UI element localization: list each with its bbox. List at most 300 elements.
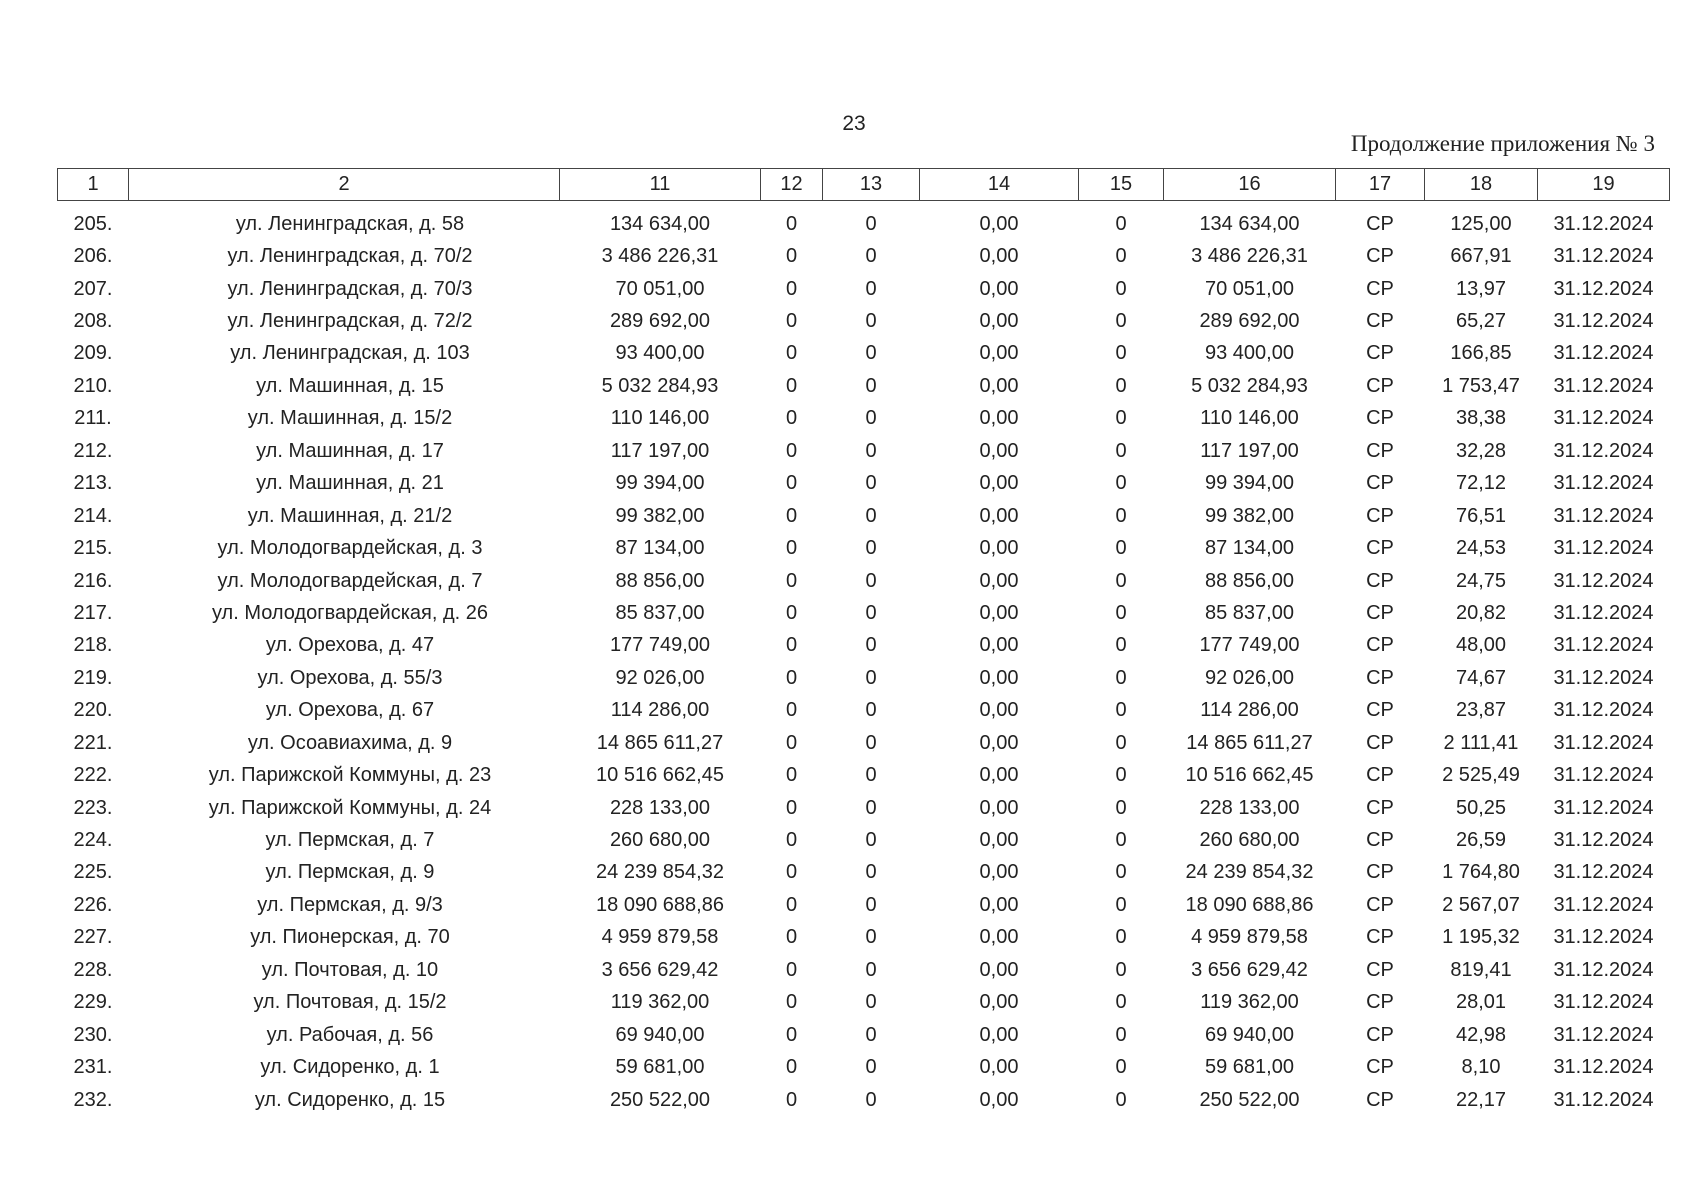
value-col-18: 38,38 [1455, 407, 1507, 430]
row-number: 227. [73, 926, 113, 949]
amount-col-11: 92 026,00 [615, 666, 705, 689]
value-col-13: 0 [865, 277, 877, 300]
source-code: СР [1366, 699, 1394, 722]
value-col-14: 0,00 [979, 958, 1019, 981]
value-col-18: 65,27 [1455, 310, 1507, 333]
value-col-13: 0 [865, 1023, 877, 1046]
row-number: 208. [73, 310, 113, 333]
value-col-13: 0 [865, 212, 877, 235]
value-col-12: 0 [785, 504, 798, 527]
deadline-date: 31.12.2024 [1553, 472, 1654, 495]
table-row [58, 727, 1670, 759]
value-col-14: 0,00 [979, 666, 1019, 689]
deadline-date: 31.12.2024 [1553, 991, 1654, 1014]
address: ул. Осоавиахима, д. 9 [247, 731, 453, 754]
amount-col-16: 88 856,00 [1205, 569, 1294, 592]
source-code: СР [1366, 212, 1394, 235]
value-col-15: 0 [1115, 829, 1127, 852]
value-col-12: 0 [785, 310, 798, 333]
source-code: СР [1366, 472, 1394, 495]
value-col-12: 0 [785, 342, 798, 365]
row-number: 222. [73, 764, 113, 787]
row-number: 224. [73, 829, 113, 852]
value-col-14: 0,00 [979, 310, 1019, 333]
row-number: 215. [73, 537, 113, 560]
value-col-13: 0 [865, 504, 877, 527]
value-col-14: 0,00 [979, 893, 1019, 916]
value-col-13: 0 [865, 569, 877, 592]
value-col-18: 20,82 [1455, 601, 1507, 624]
source-code: СР [1366, 666, 1394, 689]
value-col-15: 0 [1115, 861, 1127, 884]
value-col-14: 0,00 [979, 1088, 1019, 1111]
address: ул. Ленинградская, д. 70/3 [227, 277, 473, 300]
value-col-13: 0 [865, 407, 877, 430]
address: ул. Машинная, д. 15/2 [247, 407, 453, 430]
amount-col-11: 88 856,00 [615, 569, 705, 592]
source-code: СР [1366, 731, 1394, 754]
value-col-12: 0 [785, 277, 798, 300]
value-col-18: 2 567,07 [1442, 893, 1520, 916]
amount-col-16: 87 134,00 [1205, 537, 1294, 560]
deadline-date: 31.12.2024 [1553, 1056, 1654, 1079]
row-number: 223. [73, 796, 113, 819]
value-col-14: 0,00 [979, 537, 1019, 560]
amount-col-16: 228 133,00 [1199, 796, 1300, 819]
amount-col-11: 114 286,00 [610, 699, 710, 722]
source-code: СР [1366, 310, 1394, 333]
column-header: 2 [129, 169, 560, 201]
table-row [58, 1051, 1670, 1083]
value-col-14: 0,00 [979, 374, 1019, 397]
deadline-date: 31.12.2024 [1553, 407, 1654, 430]
value-col-15: 0 [1115, 407, 1127, 430]
amount-col-11: 134 634,00 [609, 212, 711, 235]
value-col-15: 0 [1115, 731, 1127, 754]
address: ул. Молодогвардейская, д. 3 [217, 537, 483, 560]
address: ул. Парижской Коммуны, д. 23 [208, 764, 492, 787]
value-col-13: 0 [865, 666, 877, 689]
value-col-15: 0 [1115, 439, 1127, 462]
amount-col-16: 114 286,00 [1200, 699, 1299, 722]
address: ул. Сидоренко, д. 1 [260, 1056, 440, 1079]
table-row [58, 468, 1670, 500]
value-col-18: 667,91 [1450, 245, 1512, 268]
table-row [58, 403, 1670, 435]
value-col-12: 0 [785, 699, 798, 722]
deadline-date: 31.12.2024 [1553, 829, 1654, 852]
address: ул. Машинная, д. 21 [256, 472, 444, 495]
amount-col-16: 99 394,00 [1205, 472, 1294, 495]
value-col-13: 0 [865, 634, 877, 657]
value-col-18: 76,51 [1455, 504, 1507, 527]
column-header: 12 [761, 169, 823, 201]
value-col-15: 0 [1115, 796, 1127, 819]
amount-col-11: 110 146,00 [610, 407, 710, 430]
value-col-14: 0,00 [979, 796, 1019, 819]
amount-col-16: 18 090 688,86 [1185, 893, 1314, 916]
amount-col-16: 250 522,00 [1199, 1088, 1300, 1111]
deadline-date: 31.12.2024 [1553, 310, 1654, 333]
data-table [57, 168, 1670, 1116]
column-header: 1 [58, 169, 129, 201]
column-header: 18 [1425, 169, 1538, 201]
amount-col-16: 59 681,00 [1205, 1056, 1294, 1079]
value-col-12: 0 [785, 537, 798, 560]
amount-col-16: 93 400,00 [1205, 342, 1294, 365]
amount-col-16: 85 837,00 [1205, 601, 1294, 624]
table-row [58, 889, 1670, 921]
value-col-12: 0 [785, 212, 798, 235]
amount-col-11: 18 090 688,86 [596, 893, 724, 916]
value-col-12: 0 [785, 374, 798, 397]
value-col-13: 0 [865, 829, 877, 852]
value-col-13: 0 [865, 245, 877, 268]
value-col-12: 0 [785, 731, 798, 754]
amount-col-11: 69 940,00 [615, 1023, 705, 1046]
source-code: СР [1366, 342, 1394, 365]
source-code: СР [1366, 958, 1394, 981]
row-number: 231. [73, 1056, 113, 1079]
row-number: 206. [73, 245, 113, 268]
value-col-18: 13,97 [1455, 277, 1507, 300]
value-col-15: 0 [1115, 537, 1127, 560]
address: ул. Пермская, д. 9/3 [257, 893, 443, 916]
value-col-15: 0 [1115, 342, 1127, 365]
value-col-13: 0 [865, 731, 877, 754]
column-header: 15 [1079, 169, 1164, 201]
row-number: 218. [73, 634, 113, 657]
address: ул. Ленинградская, д. 103 [230, 342, 470, 365]
source-code: СР [1366, 764, 1394, 787]
row-number: 217. [73, 601, 113, 624]
source-code: СР [1366, 537, 1394, 560]
amount-col-11: 119 362,00 [610, 991, 710, 1014]
deadline-date: 31.12.2024 [1553, 601, 1654, 624]
value-col-13: 0 [865, 374, 877, 397]
source-code: СР [1366, 374, 1394, 397]
amount-col-11: 177 749,00 [609, 634, 711, 657]
value-col-15: 0 [1115, 764, 1127, 787]
source-code: СР [1366, 504, 1394, 527]
amount-col-16: 69 940,00 [1205, 1023, 1294, 1046]
value-col-12: 0 [785, 926, 798, 949]
source-code: СР [1366, 439, 1394, 462]
value-col-18: 22,17 [1455, 1088, 1507, 1111]
deadline-date: 31.12.2024 [1553, 277, 1654, 300]
row-number: 212. [73, 439, 113, 462]
address: ул. Сидоренко, д. 15 [254, 1088, 446, 1111]
value-col-13: 0 [865, 1056, 877, 1079]
value-col-18: 42,98 [1455, 1023, 1507, 1046]
amount-col-11: 260 680,00 [609, 829, 711, 852]
deadline-date: 31.12.2024 [1553, 245, 1654, 268]
table-row [58, 597, 1670, 629]
amount-col-11: 250 522,00 [609, 1088, 711, 1111]
value-col-12: 0 [785, 1023, 798, 1046]
value-col-15: 0 [1115, 1088, 1127, 1111]
value-col-18: 2 525,49 [1442, 764, 1520, 787]
deadline-date: 31.12.2024 [1553, 439, 1654, 462]
value-col-18: 24,53 [1455, 537, 1507, 560]
value-col-14: 0,00 [979, 601, 1019, 624]
table-row [58, 630, 1670, 662]
row-number: 213. [73, 472, 113, 495]
table-row [58, 500, 1670, 532]
value-col-14: 0,00 [979, 926, 1019, 949]
value-col-15: 0 [1115, 1056, 1127, 1079]
value-col-15: 0 [1115, 374, 1127, 397]
value-col-14: 0,00 [979, 731, 1019, 754]
value-col-12: 0 [785, 601, 798, 624]
amount-col-11: 14 865 611,27 [596, 731, 724, 754]
value-col-13: 0 [865, 926, 877, 949]
source-code: СР [1366, 1023, 1394, 1046]
source-code: СР [1366, 893, 1394, 916]
value-col-13: 0 [865, 699, 877, 722]
value-col-15: 0 [1115, 569, 1127, 592]
amount-col-16: 10 516 662,45 [1185, 764, 1314, 787]
value-col-14: 0,00 [979, 991, 1019, 1014]
value-col-14: 0,00 [979, 829, 1019, 852]
value-col-14: 0,00 [979, 212, 1019, 235]
row-number: 214. [73, 504, 113, 527]
address: ул. Ленинградская, д. 70/2 [227, 245, 473, 268]
amount-col-11: 85 837,00 [615, 601, 705, 624]
deadline-date: 31.12.2024 [1553, 958, 1654, 981]
value-col-15: 0 [1115, 472, 1127, 495]
value-col-15: 0 [1115, 893, 1127, 916]
header-row [58, 169, 1670, 201]
table-row [58, 792, 1670, 824]
value-col-12: 0 [785, 472, 798, 495]
row-number: 216. [73, 569, 113, 592]
row-number: 211. [74, 407, 112, 430]
value-col-13: 0 [865, 1088, 877, 1111]
deadline-date: 31.12.2024 [1553, 374, 1654, 397]
value-col-13: 0 [865, 439, 877, 462]
value-col-18: 28,01 [1455, 991, 1507, 1014]
value-col-18: 24,75 [1455, 569, 1507, 592]
row-number: 221. [73, 731, 113, 754]
address: ул. Парижской Коммуны, д. 24 [208, 796, 492, 819]
value-col-14: 0,00 [979, 634, 1019, 657]
deadline-date: 31.12.2024 [1553, 926, 1654, 949]
value-col-18: 74,67 [1455, 666, 1507, 689]
value-col-13: 0 [865, 991, 877, 1014]
value-col-14: 0,00 [979, 439, 1019, 462]
deadline-date: 31.12.2024 [1553, 764, 1654, 787]
amount-col-16: 3 486 226,31 [1191, 245, 1308, 268]
row-number: 225. [73, 861, 113, 884]
amount-col-11: 3 486 226,31 [601, 245, 719, 268]
value-col-12: 0 [785, 666, 798, 689]
amount-col-11: 87 134,00 [615, 537, 705, 560]
table-row [58, 662, 1670, 694]
value-col-18: 2 111,41 [1443, 731, 1519, 754]
value-col-14: 0,00 [979, 1023, 1019, 1046]
table-row [58, 305, 1670, 337]
table-row [58, 273, 1670, 305]
appendix-continuation-title: Продолжение приложения № 3 [1350, 131, 1655, 156]
address: ул. Пионерская, д. 70 [250, 926, 450, 949]
row-number: 209. [73, 342, 113, 365]
deadline-date: 31.12.2024 [1553, 861, 1654, 884]
address: ул. Ленинградская, д. 58 [235, 212, 465, 235]
table-row [58, 987, 1670, 1019]
value-col-12: 0 [785, 764, 798, 787]
value-col-13: 0 [865, 537, 877, 560]
value-col-13: 0 [865, 861, 877, 884]
amount-col-11: 24 239 854,32 [596, 861, 724, 884]
row-number: 210. [73, 374, 113, 397]
value-col-15: 0 [1115, 958, 1127, 981]
value-col-14: 0,00 [979, 504, 1019, 527]
value-col-13: 0 [865, 958, 877, 981]
value-col-13: 0 [865, 764, 877, 787]
value-col-14: 0,00 [979, 342, 1019, 365]
value-col-15: 0 [1115, 634, 1127, 657]
table-row [58, 370, 1670, 402]
address: ул. Молодогвардейская, д. 26 [211, 601, 488, 624]
page-number: 23 [842, 112, 866, 135]
value-col-12: 0 [785, 991, 798, 1014]
table-row [58, 240, 1670, 272]
table-row [58, 1019, 1670, 1051]
value-col-13: 0 [865, 796, 877, 819]
amount-col-11: 93 400,00 [615, 342, 705, 365]
amount-col-11: 5 032 284,93 [601, 374, 719, 397]
amount-col-16: 4 959 879,58 [1191, 926, 1308, 949]
address: ул. Почтовая, д. 15/2 [253, 991, 447, 1014]
address: ул. Почтовая, д. 10 [261, 958, 439, 981]
value-col-14: 0,00 [979, 472, 1019, 495]
address: ул. Орехова, д. 55/3 [257, 666, 443, 689]
value-col-15: 0 [1115, 991, 1127, 1014]
amount-col-11: 3 656 629,42 [601, 958, 719, 981]
row-number: 226. [73, 893, 113, 916]
address: ул. Пермская, д. 9 [265, 861, 435, 884]
address: ул. Молодогвардейская, д. 7 [217, 569, 483, 592]
value-col-12: 0 [785, 1088, 798, 1111]
value-col-18: 50,25 [1455, 796, 1507, 819]
value-col-14: 0,00 [979, 699, 1019, 722]
row-number: 232. [73, 1088, 113, 1111]
value-col-18: 48,00 [1455, 634, 1507, 657]
value-col-15: 0 [1115, 504, 1127, 527]
table-row [58, 532, 1670, 564]
table-row [58, 695, 1670, 727]
amount-col-16: 70 051,00 [1205, 277, 1294, 300]
value-col-15: 0 [1115, 699, 1127, 722]
amount-col-16: 3 656 629,42 [1191, 958, 1308, 981]
value-col-12: 0 [785, 407, 798, 430]
value-col-18: 125,00 [1450, 212, 1512, 235]
table-row [58, 824, 1670, 856]
value-col-14: 0,00 [979, 245, 1019, 268]
table-row [58, 435, 1670, 467]
value-col-18: 23,87 [1455, 699, 1507, 722]
value-col-15: 0 [1115, 1023, 1127, 1046]
value-col-12: 0 [785, 1056, 798, 1079]
value-col-15: 0 [1115, 245, 1127, 268]
deadline-date: 31.12.2024 [1553, 634, 1654, 657]
amount-col-16: 24 239 854,32 [1185, 861, 1314, 884]
source-code: СР [1366, 1056, 1394, 1079]
amount-col-16: 260 680,00 [1199, 829, 1300, 852]
value-col-18: 26,59 [1455, 829, 1507, 852]
value-col-12: 0 [785, 829, 798, 852]
amount-col-16: 99 382,00 [1205, 504, 1294, 527]
source-code: СР [1366, 245, 1394, 268]
amount-col-11: 99 394,00 [615, 472, 705, 495]
value-col-14: 0,00 [979, 407, 1019, 430]
value-col-13: 0 [865, 310, 877, 333]
table-body [58, 201, 1670, 1117]
value-col-14: 0,00 [979, 277, 1019, 300]
deadline-date: 31.12.2024 [1553, 569, 1654, 592]
amount-col-16: 110 146,00 [1200, 407, 1299, 430]
amount-col-16: 5 032 284,93 [1191, 374, 1308, 397]
value-col-12: 0 [785, 893, 798, 916]
value-col-15: 0 [1115, 212, 1127, 235]
source-code: СР [1366, 1088, 1394, 1111]
column-header: 11 [560, 169, 761, 201]
row-number: 230. [73, 1023, 113, 1046]
value-col-12: 0 [785, 439, 798, 462]
source-code: СР [1366, 926, 1394, 949]
value-col-15: 0 [1115, 277, 1127, 300]
amount-col-11: 59 681,00 [615, 1056, 705, 1079]
address: ул. Ленинградская, д. 72/2 [227, 310, 473, 333]
value-col-18: 72,12 [1455, 472, 1507, 495]
value-col-15: 0 [1115, 601, 1127, 624]
table-row [58, 201, 1670, 241]
value-col-12: 0 [785, 958, 798, 981]
amount-col-16: 117 197,00 [1200, 439, 1299, 462]
deadline-date: 31.12.2024 [1553, 731, 1654, 754]
value-col-15: 0 [1115, 666, 1127, 689]
row-number: 219. [73, 666, 113, 689]
value-col-18: 8,10 [1461, 1056, 1501, 1079]
value-col-14: 0,00 [979, 569, 1019, 592]
value-col-14: 0,00 [979, 764, 1019, 787]
value-col-14: 0,00 [979, 861, 1019, 884]
value-col-15: 0 [1115, 310, 1127, 333]
column-header: 13 [823, 169, 920, 201]
source-code: СР [1366, 601, 1394, 624]
value-col-18: 819,41 [1450, 958, 1512, 981]
address: ул. Машинная, д. 21/2 [247, 504, 453, 527]
value-col-18: 166,85 [1450, 342, 1512, 365]
deadline-date: 31.12.2024 [1553, 1023, 1654, 1046]
value-col-13: 0 [865, 472, 877, 495]
table-row [58, 954, 1670, 986]
value-col-18: 1 753,47 [1442, 374, 1520, 397]
value-col-12: 0 [785, 245, 798, 268]
source-code: СР [1366, 407, 1394, 430]
deadline-date: 31.12.2024 [1553, 699, 1654, 722]
amount-col-16: 92 026,00 [1205, 666, 1294, 689]
column-header: 16 [1164, 169, 1336, 201]
value-col-12: 0 [785, 634, 798, 657]
column-header: 14 [920, 169, 1079, 201]
amount-col-11: 4 959 879,58 [601, 926, 719, 949]
row-number: 229. [73, 991, 113, 1014]
value-col-15: 0 [1115, 926, 1127, 949]
table-row [58, 759, 1670, 791]
value-col-12: 0 [785, 861, 798, 884]
